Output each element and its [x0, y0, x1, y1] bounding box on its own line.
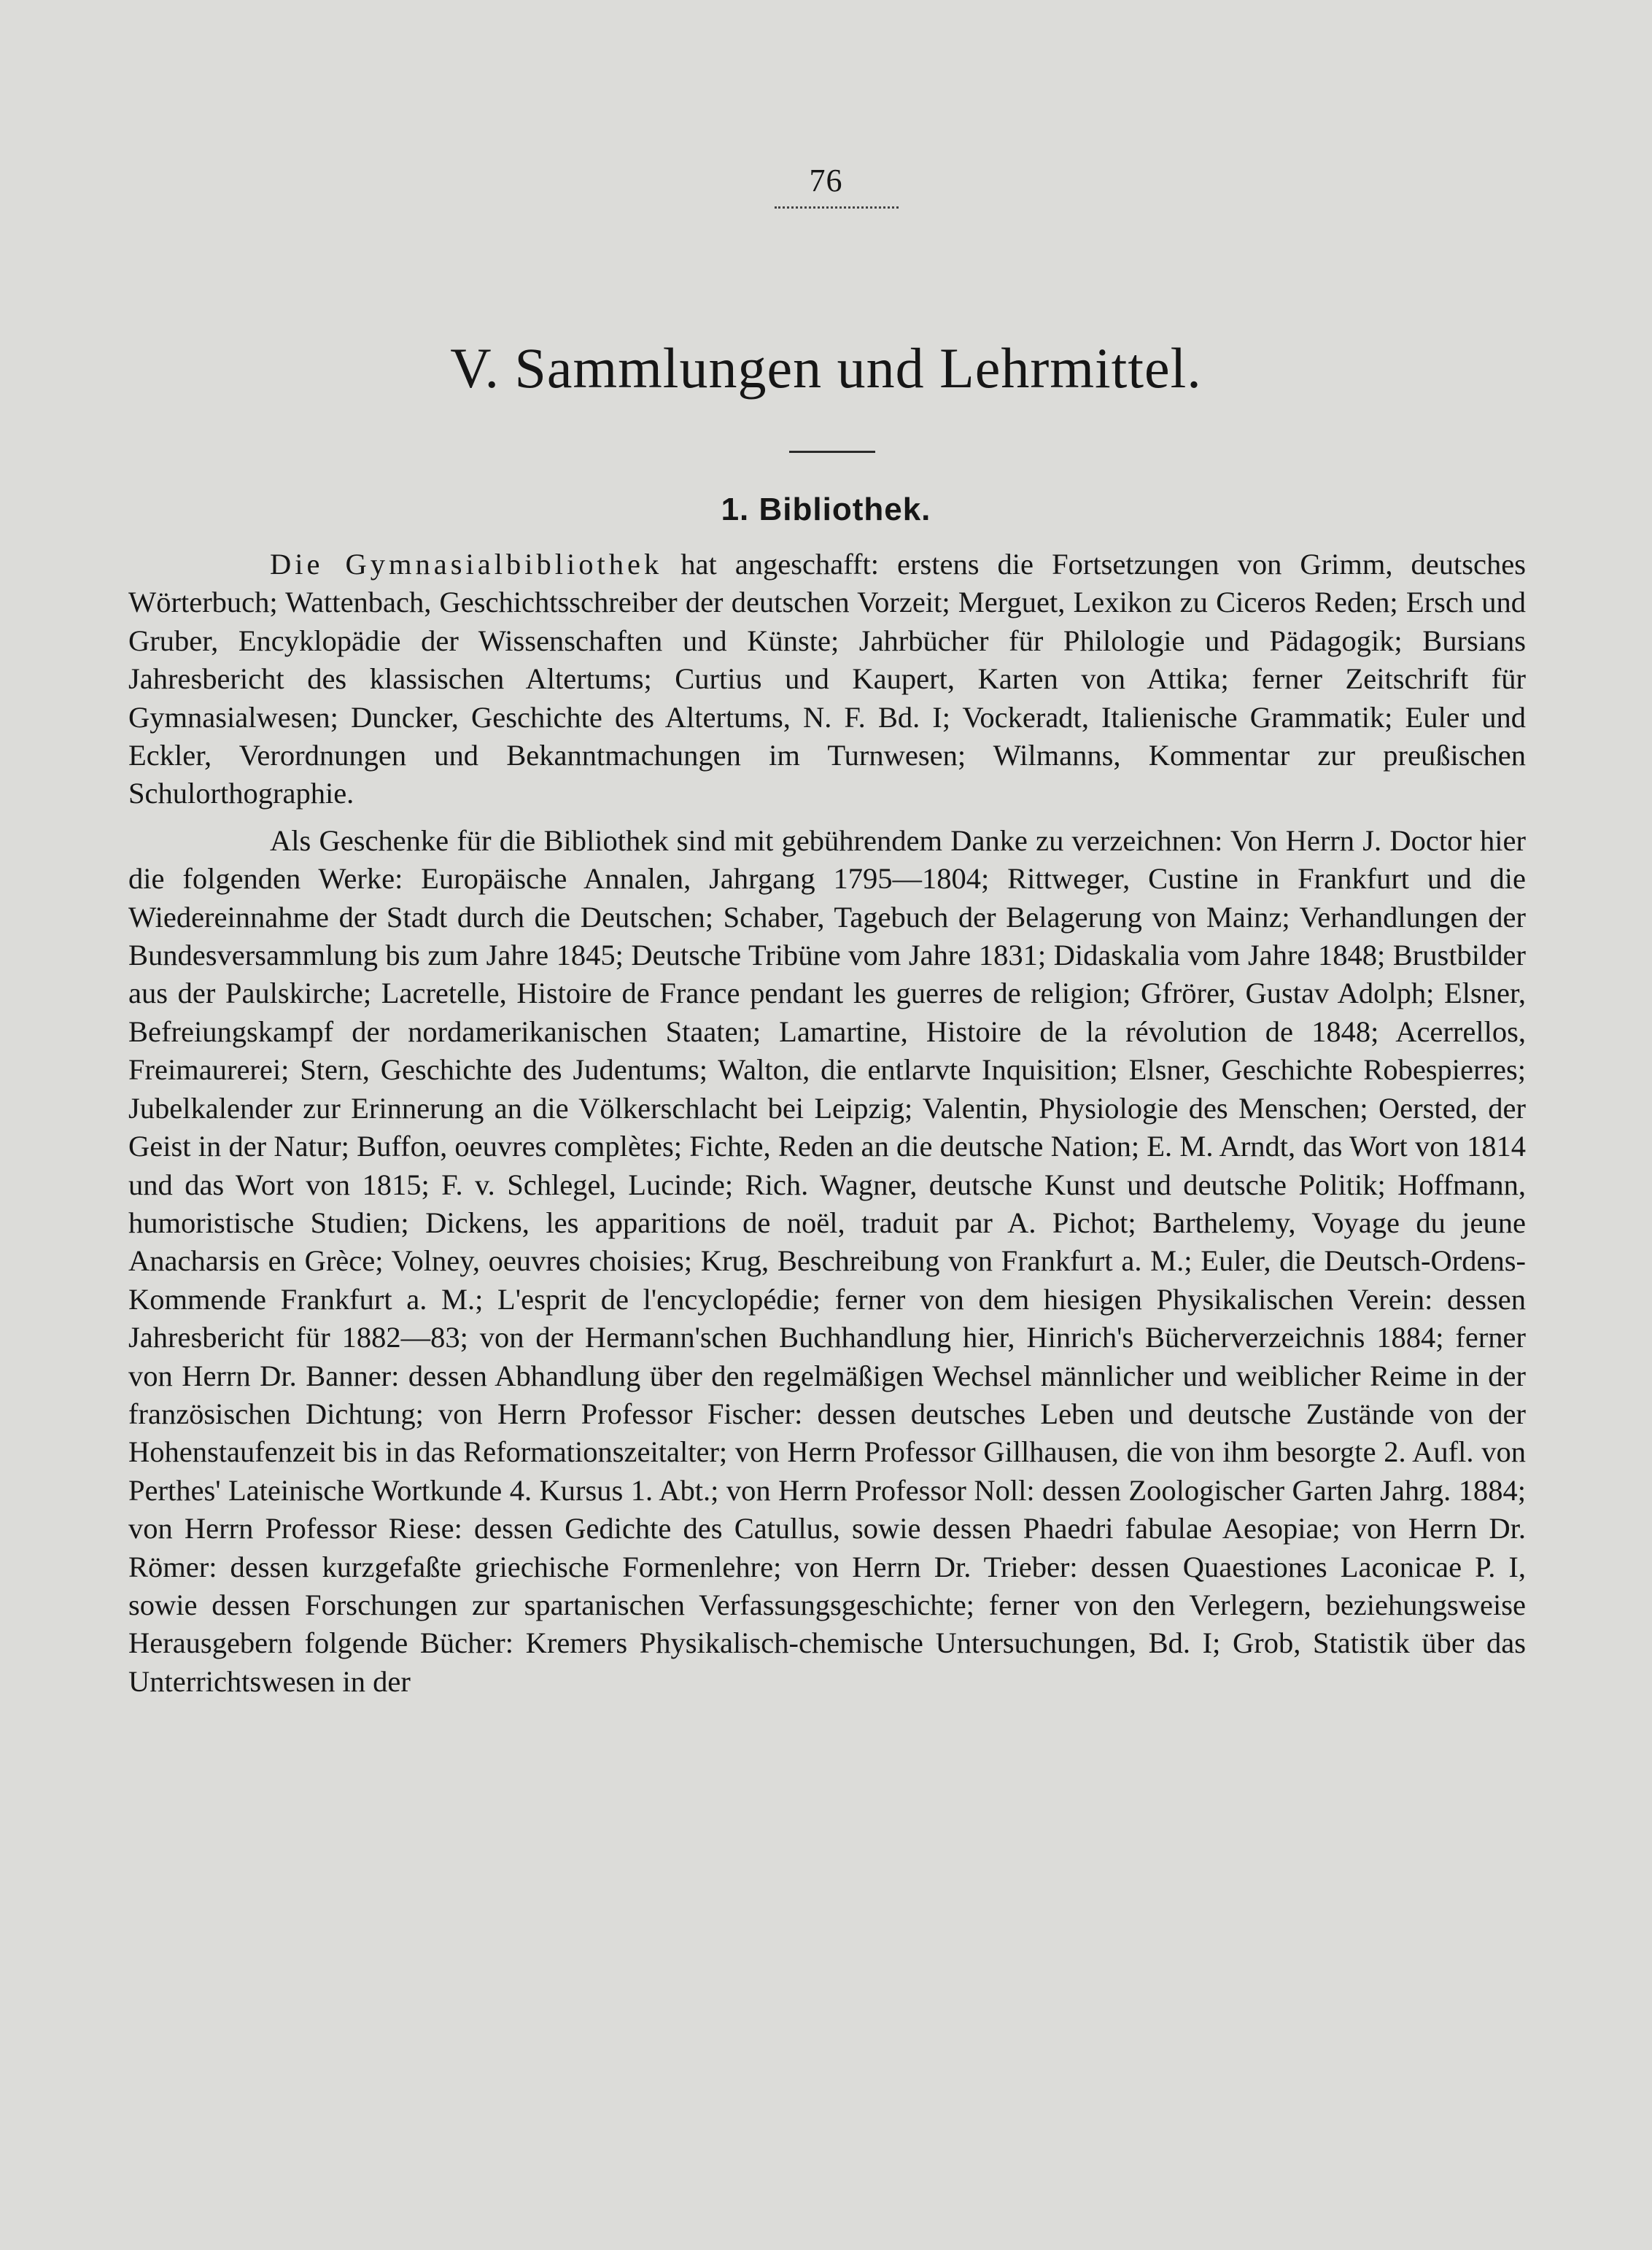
paragraph-lead-phrase: Die Gymnasialbibliothek	[270, 548, 663, 581]
page-number-underline	[775, 206, 899, 209]
section-heading: 1. Bibliothek.	[721, 492, 931, 527]
chapter-title: V. Sammlungen und Lehrmittel.	[450, 336, 1202, 400]
body-text	[128, 546, 1526, 1701]
paragraph-donations: Als Geschenke für die Bibliothek sind mit gebührendem Danke zu verzeichnen: Von Herrn J. Doctor hier die folgenden Werke: Europäische Annalen, Jahrgang 1795—1804; Rittweger, Custine in Frankfurt und die Wiedereinnahme der Stadt durch die Deutschen; Schaber, Tagebuch der Belagerung von Mainz; Verhandlungen der Bundesversammlung bis zum Jahre 1845; Deutsche Tribüne vom Jahre 1831; Didaskalia vom Jahre 1848; Brustbilder aus der Paulskirche; Lacretelle, Histoire de France pendant les guerres de religion; Gfrörer, Gustav Adolph; Elsner, Befreiungskampf der nordamerikanischen Staaten; Lamartine, Histoire de la révolution de 1848; Acerrellos, Freimaurerei; Stern, Geschichte des Judentums; Walton, die entlarvte Inquisition; Elsner, Geschichte Robespierres; Jubelkalender zur Erinnerung an die Völkerschlacht bei Leipzig; Valentin, Physiologie des Menschen; Oersted, der Geist in der Natur; Buffon, oeuvres complètes; Fichte, Reden an die deutsche Nation; E. M. Arndt, das Wort von 1814 und das Wort von 1815; F. v. Schlegel, Lucinde; Rich. Wagner, deutsche Kunst und deutsche Politik; Hoffmann, humoristische Studien; Dickens, les apparitions de noël, traduit par A. Pichot; Barthelemy, Voyage du jeune Anacharsis en Grèce; Volney, oeuvres choisies; Krug, Beschreibung von Frankfurt a. M.; Euler, die Deutsch-Ordens-Kommende Frankfurt a. M.; L'esprit de l'encyclopédie; ferner von dem hiesigen Physikalischen Verein: dessen Jahresbericht für 1882—83; von der Hermann'schen Buchhandlung hier, Hinrich's Bücherverzeichnis 1884; ferner von Herrn Dr. Banner: dessen Abhandlung über den regelmäßigen Wechsel männlicher und weiblicher Reime in der französischen Dichtung; von Herrn Professor Fischer: dessen deutsches Leben und deutsche Zustände von der Hohenstaufenzeit bis in das Reformationszeitalter; von Herrn Professor Gillhausen, die von ihm besorgte 2. Aufl. von Perthes' Lateinische Wortkunde 4. Kursus 1. Abt.; von Herrn Professor Noll: dessen Zoologischer Garten Jahrg. 1884; von Herrn Professor Riese: dessen Gedichte des Catullus, sowie dessen Phaedri fabulae Aesopiae; von Herrn Dr. Römer: dessen kurzgefaßte griechische Formenlehre; von Herrn Dr. Trieber: dessen Quaestiones Laconicae P. I, sowie dessen Forschungen zur spartanischen Verfassungsgeschichte; ferner von den Verlegern, beziehungsweise Herausgebern folgende Bücher: Kremers Physikalisch-chemische Untersuchungen, Bd. I; Grob, Statistik über das Unterrichtswesen in der	[128, 823, 1526, 1698]
paragraph-acquisitions	[128, 546, 1526, 813]
chapter-divider	[789, 451, 875, 453]
paragraph-acquisitions-text: hat angeschafft: erstens die Fortsetzungen von Grimm, deutsches Wörterbuch; Wattenbach, Geschichtsschreiber der deutschen Vorzeit; Merguet, Lexikon zu Ciceros Reden; Ersch und Gruber, Encyklopädie der Wissenschaften und Künste; Jahrbücher für Philologie und Pädagogik; Bursians Jahresbericht des klassischen Altertums; Curtius und Kaupert, Karten von Attika; ferner Zeitschrift für Gymnasialwesen; Duncker, Geschichte des Altertums, N. F. Bd. I; Vockeradt, Italienische Grammatik; Euler und Eckler, Verordnungen und Bekanntmachungen im Turnwesen; Wilmanns, Kommentar zur preußischen Schulorthographie.	[128, 548, 1526, 810]
page-number: 76	[809, 163, 843, 198]
